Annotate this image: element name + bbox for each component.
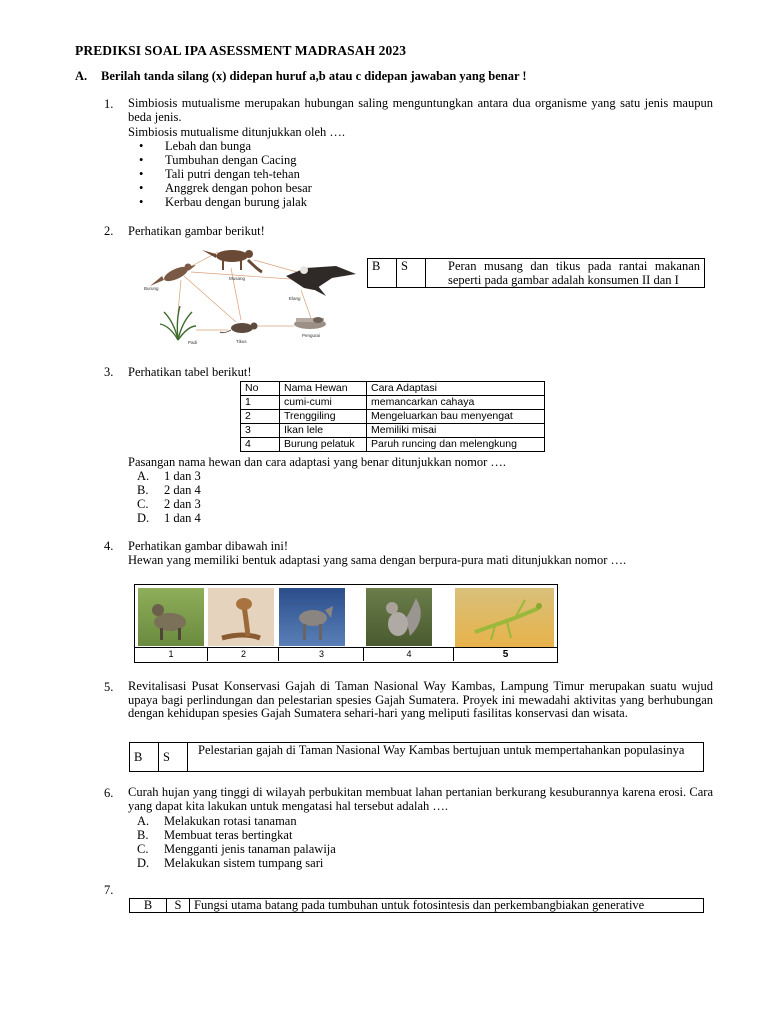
table-row <box>241 410 545 424</box>
option-d[interactable]: D. Melakukan sistem tumpang sari <box>137 856 324 870</box>
table-cell: 4 <box>241 438 280 452</box>
photo-label-1: 1 <box>135 647 207 661</box>
q3-text: Perhatikan tabel berikut! <box>128 365 252 379</box>
table-header-row <box>241 382 545 396</box>
animal-photo-strip <box>134 584 558 663</box>
table-row <box>241 438 545 452</box>
answer-box-s[interactable]: S <box>167 899 190 913</box>
photo-label-5: 5 <box>453 647 557 661</box>
table-cell: 1 <box>241 396 280 410</box>
q1-bullet-list <box>139 139 312 209</box>
q5-number: 5. <box>104 680 114 694</box>
diagram-label-decomposer: Pengurai <box>302 333 321 338</box>
list-item: • Tali putri dengan teh-tehan <box>139 167 300 181</box>
option-b[interactable]: B. 2 dan 4 <box>137 483 201 497</box>
adaptation-table <box>240 381 545 452</box>
q5-statement-table <box>129 742 704 772</box>
option-c[interactable]: C. Mengganti jenis tanaman palawija <box>137 842 336 856</box>
table-cell: 3 <box>241 424 280 438</box>
section-instruction <box>75 69 527 84</box>
option-d[interactable]: D. 1 dan 4 <box>137 511 201 525</box>
table-cell: Ikan lele <box>280 424 367 438</box>
table-cell: Trenggiling <box>280 410 367 424</box>
table-cell: 2 <box>241 410 280 424</box>
q5-statement: Pelestarian gajah di Taman Nasional Way Kambas bertujuan untuk mempertahankan populasinya <box>188 743 704 772</box>
section-label: A. <box>75 69 88 83</box>
photo-wolf <box>279 588 345 646</box>
table-row <box>241 396 545 410</box>
decomposer-icon <box>294 317 326 329</box>
q4-text: Perhatikan gambar dibawah ini! <box>128 539 289 553</box>
answer-box-s[interactable]: S <box>397 259 426 288</box>
answer-box-b[interactable]: B <box>130 743 159 772</box>
table-header: No <box>241 382 280 396</box>
answer-box-b[interactable]: B <box>368 259 397 288</box>
q1-text: Simbiosis mutualisme merupakan hubungan saling menguntungkan antara dua organisme yang satu jenis maupun beda jenis. <box>128 96 713 124</box>
q4-number: 4. <box>104 539 114 553</box>
q7-statement: Fungsi utama batang pada tumbuhan untuk fotosintesis dan perkembangbiakan generative <box>190 899 704 913</box>
photo-squirrel <box>366 588 432 646</box>
diagram-label-rice: Padi <box>188 340 198 345</box>
photo-label-3: 3 <box>278 647 364 661</box>
photo-mantis <box>455 588 554 648</box>
q2-text: Perhatikan gambar berikut! <box>128 224 265 238</box>
table-header: Nama Hewan <box>280 382 367 396</box>
photo-cobra <box>208 588 274 646</box>
table-cell: Memiliki misai <box>367 424 545 438</box>
option-b[interactable]: B. Membuat teras bertingkat <box>137 828 293 842</box>
q6-number: 6. <box>104 786 114 800</box>
diagram-label-eagle: Elang <box>289 296 301 301</box>
food-web-diagram <box>136 240 364 346</box>
option-c[interactable]: C. 2 dan 3 <box>137 497 201 511</box>
photo-label-2: 2 <box>207 647 279 661</box>
diagram-label-civet: Musang <box>229 276 246 281</box>
photo-label-4: 4 <box>363 647 454 661</box>
diagram-label-rat: Tikus <box>236 339 247 344</box>
q5-text: Revitalisasi Pusat Konservasi Gajah di Taman Nasional Way Kambas, Lampung Timur merupakan suatu wujud upaya bagi perlindungan dan pelestarian spesies Gajah Sumatera. Proyek ini mewadahi aktivitas yang berhubungan dengan kehidupan spesies Gajah Sumatera sehari-hari yang meliputi fasilitas konservasi dan wisata. <box>128 679 713 720</box>
list-item: • Anggrek dengan pohon besar <box>139 181 312 195</box>
q2-number: 2. <box>104 224 114 238</box>
table-cell: Paruh runcing dan melengkung <box>367 438 545 452</box>
table-cell: Burung pelatuk <box>280 438 367 452</box>
civet-icon <box>202 250 262 272</box>
q3-options <box>137 469 201 525</box>
answer-box-b[interactable]: B <box>130 899 167 913</box>
q1-prompt: Simbiosis mutualisme ditunjukkan oleh …. <box>128 125 346 139</box>
q6-text: Curah hujan yang tinggi di wilayah perbukitan membuat lahan pertanian berkurang kesuburannya karena erosi. Cara yang dapat kita lakukan untuk mengatasi hal tersebut adalah …. <box>128 785 713 813</box>
answer-box-s[interactable]: S <box>159 743 188 772</box>
q7-number: 7. <box>104 883 114 897</box>
q3-number: 3. <box>104 365 114 379</box>
eagle-icon <box>286 266 356 296</box>
table-cell: memancarkan cahaya <box>367 396 545 410</box>
table-header: Cara Adaptasi <box>367 382 545 396</box>
diagram-label-bird: Burung <box>144 286 159 291</box>
list-item: • Kerbau dengan burung jalak <box>139 195 307 209</box>
q3-prompt: Pasangan nama hewan dan cara adaptasi yang benar ditunjukkan nomor …. <box>128 455 506 469</box>
rat-icon <box>220 323 258 334</box>
page-title: PREDIKSI SOAL IPA ASESSMENT MADRASAH 2023 <box>75 43 407 58</box>
option-a[interactable]: A. Melakukan rotasi tanaman <box>137 814 297 828</box>
instruction-text: Berilah tanda silang (x) didepan huruf a,b atau c didepan jawaban yang benar ! <box>101 69 527 83</box>
q6-options <box>137 814 336 870</box>
option-a[interactable]: A. 1 dan 3 <box>137 469 201 483</box>
q1-number: 1. <box>104 97 114 111</box>
photo-civet <box>138 588 204 646</box>
q2-statement: Peran musang dan tikus pada rantai makanan seperti pada gambar adalah konsumen II dan I <box>426 259 705 288</box>
list-item: • Lebah dan bunga <box>139 139 252 153</box>
table-cell: Mengeluarkan bau menyengat <box>367 410 545 424</box>
q2-statement-table <box>367 258 705 288</box>
bird-icon <box>150 264 196 287</box>
table-row <box>241 424 545 438</box>
q7-statement-table <box>129 898 704 913</box>
q4-prompt: Hewan yang memiliki bentuk adaptasi yang sama dengan berpura-pura mati ditunjukkan nomor …. <box>128 553 627 567</box>
list-item: • Tumbuhan dengan Cacing <box>139 153 297 167</box>
table-cell: cumi-cumi <box>280 396 367 410</box>
